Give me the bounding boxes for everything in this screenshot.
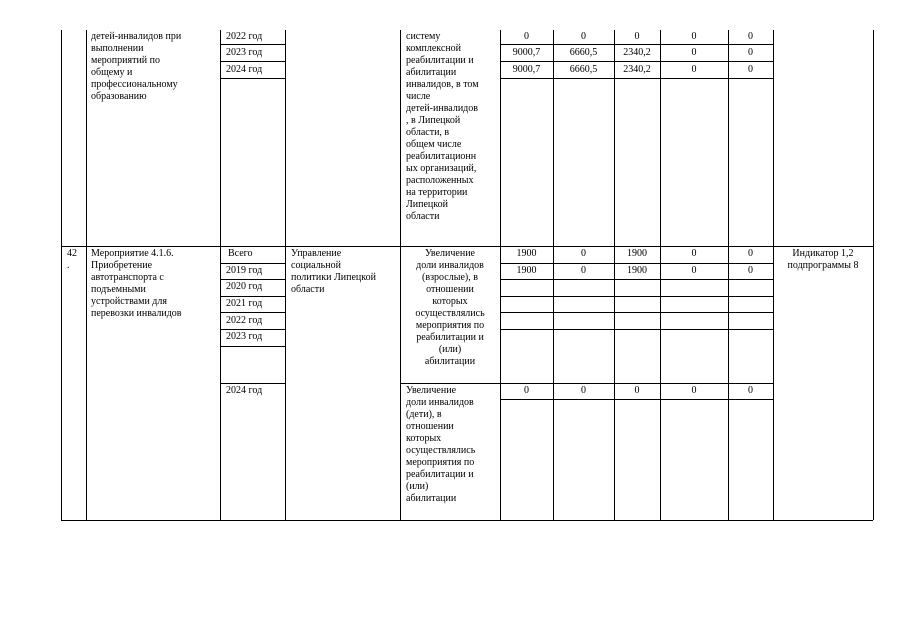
activity-name: Мероприятие 4.1.6. Приобретение автотранспорта с подъемными устройствами для перевозки инвалидов: [91, 248, 182, 319]
executor: Управление социальной политики Липецкой области: [291, 248, 376, 295]
r42-total-1: 1900: [516, 248, 537, 259]
prev-v-3-1: 9000,7: [512, 64, 541, 75]
prev-v-3-3: 2340,2: [623, 64, 651, 75]
prev-v-3-4: 0: [691, 64, 697, 75]
year-2022: 2022 год: [226, 315, 263, 326]
prev-v-2-2: 6660,5: [569, 47, 598, 58]
r42-2019-4: 0: [691, 265, 697, 276]
year-total: Всего: [228, 248, 253, 259]
r42-2019-2: 0: [581, 265, 586, 276]
year-2022-prev: 2022 год: [226, 31, 263, 42]
prev-v-1-1: 0: [524, 31, 529, 42]
indicator-text-prev: систему комплексной реабилитации и абилитации инвалидов, в том числе детей-инвалидов , в Липецкой области, в общем числе реабилитационн ых организаций, расположенных на территории Липецкой области: [406, 31, 479, 222]
year-2024-prev: 2024 год: [226, 64, 263, 75]
prev-v-3-2: 6660,5: [569, 64, 598, 75]
year-2020: 2020 год: [226, 281, 263, 292]
year-2021: 2021 год: [226, 298, 263, 309]
r42-2019-1: 1900: [516, 265, 537, 276]
indicator-note: Индикатор 1,2 подпрограммы 8: [787, 248, 859, 271]
prev-v-1-5: 0: [748, 31, 753, 42]
year-2024: 2024 год: [226, 385, 263, 396]
r42-2024-5: 0: [748, 385, 753, 396]
prev-v-1-4: 0: [691, 31, 697, 42]
r42-total-2: 0: [581, 248, 586, 259]
prev-v-3-5: 0: [748, 64, 753, 75]
prev-v-2-3: 2340,2: [623, 47, 651, 58]
indicator-children: Увеличение доли инвалидов (дети), в отношении которых осуществлялись мероприятия по реабилитации и (или) абилитации: [406, 385, 476, 504]
r42-2019-3: 1900: [627, 265, 647, 276]
row-number: 42 .: [67, 248, 77, 271]
year-2019: 2019 год: [226, 265, 263, 276]
target-text-prev: детей-инвалидов при выполнении мероприятий по общему и профессиональному образованию: [91, 31, 182, 102]
prev-v-2-5: 0: [748, 47, 753, 58]
prev-v-2-1: 9000,7: [512, 47, 541, 58]
r42-2024-3: 0: [634, 385, 640, 396]
prev-v-1-2: 0: [581, 31, 586, 42]
r42-2019-5: 0: [748, 265, 753, 276]
r42-2024-4: 0: [691, 385, 697, 396]
indicator-adults: Увеличение доли инвалидов (взрослые), в отношении которых осуществлялись мероприятия по реабилитации и (или) абилитации: [415, 248, 485, 367]
r42-total-5: 0: [748, 248, 753, 259]
year-2023: 2023 год: [226, 331, 263, 342]
r42-2024-2: 0: [581, 385, 586, 396]
r42-2024-1: 0: [524, 385, 529, 396]
year-2023-prev: 2023 год: [226, 47, 263, 58]
prev-v-1-3: 0: [634, 31, 640, 42]
r42-total-3: 1900: [627, 248, 647, 259]
r42-total-4: 0: [691, 248, 697, 259]
prev-v-2-4: 0: [691, 47, 697, 58]
